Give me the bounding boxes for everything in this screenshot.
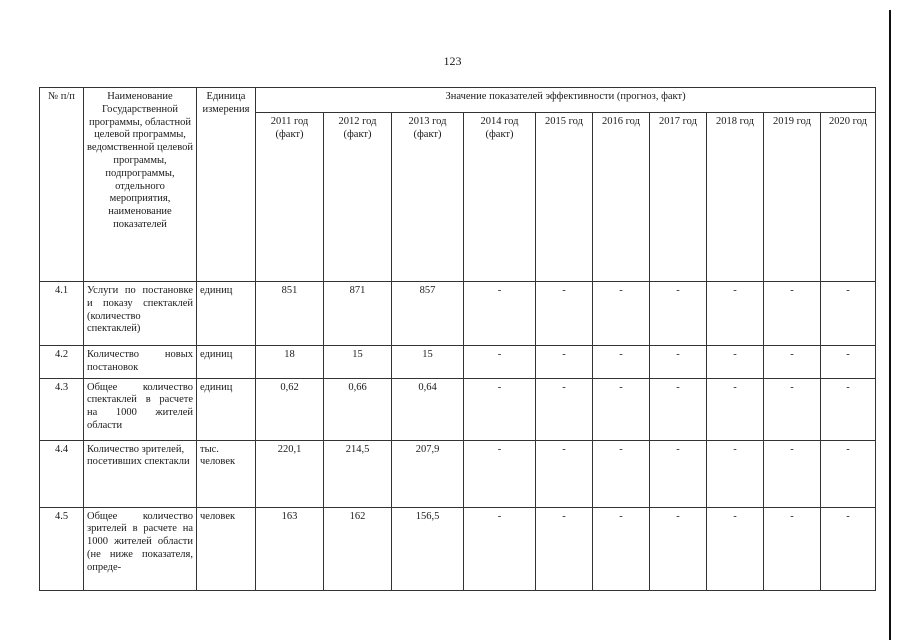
- table-row: [40, 378, 876, 440]
- table-row: [40, 346, 876, 379]
- header-unit: Единица измерения: [197, 88, 256, 282]
- row-value: -: [464, 282, 536, 346]
- header-name: Наименование Государственной программы, областной целевой программы, ведомственной целевой программы, подпрограммы, отдельного мероприятия, наименование показателей: [84, 88, 197, 282]
- row-value: 207,9: [392, 440, 464, 507]
- row-value: 162: [324, 507, 392, 590]
- row-name: Общее количество спектаклей в расчете на 1000 жителей области: [84, 378, 197, 440]
- header-year: 2014 год (факт): [464, 113, 536, 282]
- row-value: 0,66: [324, 378, 392, 440]
- row-value: 0,62: [256, 378, 324, 440]
- row-value: -: [593, 507, 650, 590]
- header-year: 2017 год: [650, 113, 707, 282]
- row-num: 4.4: [40, 440, 84, 507]
- row-value: -: [821, 282, 876, 346]
- row-value: -: [821, 440, 876, 507]
- row-value: -: [536, 346, 593, 379]
- header-year: 2016 год: [593, 113, 650, 282]
- page-edge-rule: [889, 10, 891, 640]
- row-value: 18: [256, 346, 324, 379]
- row-value: -: [650, 440, 707, 507]
- row-value: -: [764, 346, 821, 379]
- page-number: 123: [443, 54, 462, 68]
- header-year: 2019 год: [764, 113, 821, 282]
- row-num: 4.2: [40, 346, 84, 379]
- row-value: -: [650, 378, 707, 440]
- row-value: -: [707, 440, 764, 507]
- header-year: 2020 год: [821, 113, 876, 282]
- row-name: Количество новых постановок: [84, 346, 197, 379]
- row-value: -: [464, 346, 536, 379]
- row-value: -: [707, 507, 764, 590]
- row-value: -: [707, 346, 764, 379]
- row-value: -: [536, 507, 593, 590]
- row-value: 0,64: [392, 378, 464, 440]
- row-value: -: [764, 440, 821, 507]
- row-value: 857: [392, 282, 464, 346]
- row-name: Количество зрителей, посетивших спектакли: [84, 440, 197, 507]
- row-value: -: [536, 378, 593, 440]
- row-value: 163: [256, 507, 324, 590]
- row-value: 15: [392, 346, 464, 379]
- row-value: -: [821, 378, 876, 440]
- row-num: 4.1: [40, 282, 84, 346]
- row-value: -: [464, 378, 536, 440]
- row-value: 214,5: [324, 440, 392, 507]
- row-num: 4.3: [40, 378, 84, 440]
- row-value: -: [593, 378, 650, 440]
- row-unit: человек: [197, 507, 256, 590]
- row-unit: единиц: [197, 346, 256, 379]
- table-row: [40, 282, 876, 346]
- row-name: Услуги по постановке и показу спектаклей (количество спектаклей): [84, 282, 197, 346]
- row-unit: единиц: [197, 282, 256, 346]
- indicators-table: [39, 87, 876, 591]
- row-value: -: [764, 507, 821, 590]
- row-value: -: [764, 378, 821, 440]
- row-value: -: [707, 378, 764, 440]
- header-year: 2012 год (факт): [324, 113, 392, 282]
- row-unit: тыс. человек: [197, 440, 256, 507]
- row-value: -: [764, 282, 821, 346]
- header-values-group: Значение показателей эффективности (прогноз, факт): [256, 88, 876, 113]
- row-value: -: [464, 507, 536, 590]
- row-value: -: [464, 440, 536, 507]
- row-value: 156,5: [392, 507, 464, 590]
- row-value: -: [593, 282, 650, 346]
- header-year: 2015 год: [536, 113, 593, 282]
- row-value: -: [650, 507, 707, 590]
- table-row: [40, 507, 876, 590]
- row-value: -: [593, 346, 650, 379]
- row-value: 851: [256, 282, 324, 346]
- row-value: -: [707, 282, 764, 346]
- header-num: № п/п: [40, 88, 84, 282]
- row-unit: единиц: [197, 378, 256, 440]
- row-value: 220,1: [256, 440, 324, 507]
- row-value: -: [821, 346, 876, 379]
- row-value: -: [650, 346, 707, 379]
- row-value: -: [650, 282, 707, 346]
- header-year: 2018 год: [707, 113, 764, 282]
- row-value: -: [536, 282, 593, 346]
- header-year: 2011 год (факт): [256, 113, 324, 282]
- table-row: [40, 440, 876, 507]
- row-value: -: [536, 440, 593, 507]
- header-year: 2013 год (факт): [392, 113, 464, 282]
- row-num: 4.5: [40, 507, 84, 590]
- row-value: 871: [324, 282, 392, 346]
- row-value: 15: [324, 346, 392, 379]
- row-value: -: [821, 507, 876, 590]
- row-value: -: [593, 440, 650, 507]
- row-name: Общее количество зрителей в расчете на 1000 жителей области (не ниже показателя, опреде-: [84, 507, 197, 590]
